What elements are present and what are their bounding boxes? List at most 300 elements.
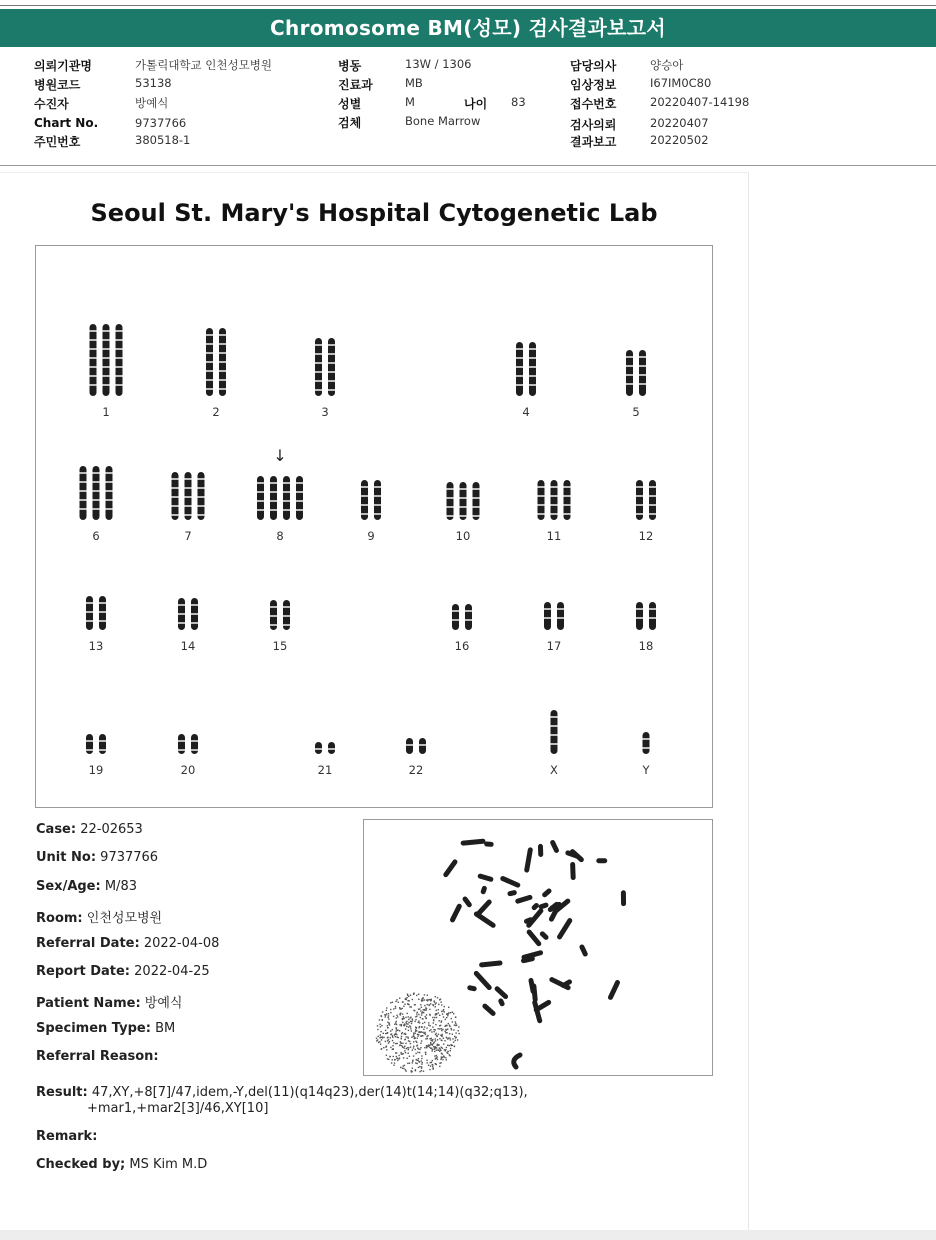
nucleus-speckle — [380, 1044, 381, 1045]
info-label-request-date: 검사의뢰 — [570, 118, 617, 132]
chromosome-band — [172, 496, 179, 498]
sex-age-row — [36, 879, 137, 894]
chromosome-band — [557, 617, 564, 619]
nucleus-speckle — [446, 1029, 447, 1030]
spread-chromosome — [479, 960, 503, 967]
chromosome-band — [419, 744, 426, 746]
nucleus-speckle — [455, 1037, 456, 1038]
spread-chromosome — [596, 858, 607, 863]
chromatid — [315, 338, 322, 396]
chromosome-band — [93, 508, 100, 510]
nucleus-speckle — [404, 1046, 405, 1047]
nucleus-speckle — [383, 1033, 384, 1034]
nucleus-speckle — [455, 1023, 456, 1024]
nucleus-speckle — [439, 1038, 440, 1039]
chromosome-band — [99, 620, 106, 622]
chromosome-band — [626, 383, 633, 385]
chromosome-band — [185, 487, 192, 489]
chromosome-band — [374, 513, 381, 515]
nucleus-speckle — [435, 1003, 436, 1004]
nucleus-speckle — [416, 995, 417, 996]
referral-reason-row — [36, 1049, 159, 1064]
chromosome-label-7: 7 — [184, 529, 192, 543]
nucleus-speckle — [430, 1042, 431, 1043]
info-label-institution: 의뢰기관명 — [34, 59, 92, 73]
nucleus-speckle — [392, 1040, 393, 1041]
chromosome-band — [198, 478, 205, 480]
nucleus-speckle — [421, 1066, 422, 1067]
result-line-1: 47,XY,+8[7]/47,idem,-Y,del(11)(q14q23),der(14)t(14;14)(q32;q13), — [91, 1085, 528, 1100]
chromosome-band — [270, 615, 277, 617]
nucleus-speckle — [418, 1058, 419, 1059]
nucleus-speckle — [433, 1029, 434, 1030]
nucleus-speckle — [404, 1047, 405, 1048]
chromosome-band — [374, 504, 381, 506]
chromosome-band — [257, 482, 264, 484]
nucleus-speckle — [446, 1017, 447, 1018]
nucleus-speckle — [438, 1034, 439, 1035]
result-block — [36, 1085, 528, 1116]
info-value-report-date: 20220502 — [650, 133, 709, 147]
nucleus-speckle — [398, 1037, 399, 1038]
nucleus-speckle — [450, 1012, 451, 1013]
nucleus-speckle — [448, 1012, 449, 1013]
nucleus-speckle — [435, 996, 436, 997]
nucleus-speckle — [404, 1050, 405, 1051]
chromosome-band — [116, 366, 123, 368]
nucleus-speckle — [403, 1016, 404, 1017]
chromosome-band — [544, 617, 551, 619]
chromosome-band — [516, 384, 523, 386]
chromosome-band — [447, 488, 454, 490]
nucleus-speckle — [394, 1059, 395, 1060]
chromosome-band — [551, 486, 558, 488]
nucleus-speckle — [419, 1061, 420, 1062]
nucleus-speckle — [424, 1032, 425, 1033]
chromatid — [516, 342, 523, 396]
chromosome-band — [516, 375, 523, 377]
nucleus-speckle — [429, 1069, 430, 1070]
nucleus-speckle — [415, 1053, 416, 1054]
chromosome-band — [185, 478, 192, 480]
info-label-department: 진료과 — [338, 78, 373, 92]
chromosome-band — [116, 330, 123, 332]
nucleus-speckle — [390, 1030, 391, 1031]
nucleus-speckle — [424, 1026, 425, 1027]
nucleus-speckle — [402, 1008, 403, 1009]
nucleus-speckle — [396, 1028, 397, 1029]
chromosome-band — [551, 513, 558, 515]
chromosome-band — [206, 361, 213, 363]
nucleus-speckle — [408, 1019, 409, 1020]
chromosome-band — [206, 388, 213, 390]
chromosome-band — [460, 497, 467, 499]
info-value-department: MB — [405, 76, 423, 90]
info-label-ward: 병동 — [338, 59, 362, 73]
chromosome-band — [649, 486, 656, 488]
chromosome-band — [315, 389, 322, 391]
remark-label: Remark: — [36, 1129, 98, 1144]
nucleus-speckle — [427, 1038, 428, 1039]
nucleus-speckle — [387, 1025, 388, 1026]
nucleus-speckle — [429, 1045, 430, 1046]
nucleus-speckle — [403, 1057, 404, 1058]
nucleus-speckle — [433, 1019, 434, 1020]
nucleus-speckle — [413, 1055, 414, 1056]
nucleus-speckle — [408, 1049, 409, 1050]
nucleus-speckle — [429, 1047, 430, 1048]
nucleus-speckle — [447, 1051, 448, 1052]
nucleus-speckle — [415, 1062, 416, 1063]
unit-no-value: 9737766 — [100, 850, 159, 865]
chromosome-band — [283, 624, 290, 626]
arrow-down-icon: ↓ — [273, 446, 287, 465]
chromosome-band — [172, 505, 179, 507]
chromatid — [636, 602, 643, 630]
chromosome-band — [626, 365, 633, 367]
nucleus-speckle — [433, 1046, 434, 1047]
nucleus-speckle — [440, 1025, 441, 1026]
chromosome-band — [328, 389, 335, 391]
info-value-ward: 13W / 1306 — [405, 57, 472, 71]
nucleus-speckle — [424, 994, 425, 995]
nucleus-speckle — [415, 1004, 416, 1005]
nucleus-speckle — [420, 1043, 421, 1044]
nucleus-speckle — [422, 1032, 423, 1033]
chromosome-band — [257, 491, 264, 493]
chromatid — [649, 602, 656, 630]
nucleus-speckle — [435, 1029, 436, 1030]
chromosome-band — [361, 504, 368, 506]
nucleus-speckle — [402, 1053, 403, 1054]
nucleus-speckle — [441, 1011, 442, 1012]
nucleus-speckle — [441, 1056, 442, 1057]
remark-row — [36, 1129, 97, 1144]
nucleus-speckle — [409, 1006, 410, 1007]
chromosome-band — [639, 374, 646, 376]
nucleus-speckle — [381, 1025, 382, 1026]
nucleus-speckle — [441, 1004, 442, 1005]
nucleus-speckle — [411, 1071, 412, 1072]
nucleus-speckle — [439, 999, 440, 1000]
nucleus-speckle — [448, 1007, 449, 1008]
chromosome-label-17: 17 — [546, 639, 562, 653]
nucleus-speckle — [406, 1048, 407, 1049]
nucleus-speckle — [402, 1022, 403, 1023]
nucleus-speckle — [425, 1034, 426, 1035]
chromosome-band — [178, 622, 185, 624]
nucleus-speckle — [390, 1056, 391, 1057]
chromosome-band — [206, 343, 213, 345]
chromosome-band — [93, 490, 100, 492]
nucleus-speckle — [417, 1060, 418, 1061]
chromosome-band — [80, 499, 87, 501]
nucleus-speckle — [405, 1043, 406, 1044]
nucleus-speckle — [396, 1056, 397, 1057]
chromosome-band — [516, 366, 523, 368]
chromosome-band — [315, 748, 322, 750]
nucleus-speckle — [418, 1022, 419, 1023]
nucleus-speckle — [428, 1022, 429, 1023]
nucleus-speckle — [388, 1039, 389, 1040]
nucleus-speckle — [443, 1038, 444, 1039]
nucleus-speckle — [392, 1059, 393, 1060]
nucleus-speckle — [386, 1049, 387, 1050]
chromosome-band — [103, 357, 110, 359]
nucleus-speckle — [426, 1014, 427, 1015]
spread-chromosome — [442, 858, 458, 878]
nucleus-speckle — [439, 1028, 440, 1029]
metaphase-spread-image — [364, 820, 712, 1075]
chromosome-band — [106, 499, 113, 501]
nucleus-speckle — [442, 1054, 443, 1055]
chromosome-label-X: X — [550, 763, 558, 777]
chromosome-band — [283, 509, 290, 511]
nucleus-speckle — [417, 1038, 418, 1039]
nucleus-speckle — [400, 1044, 401, 1045]
nucleus-speckle — [432, 1064, 433, 1065]
chromosome-label-10: 10 — [455, 529, 471, 543]
nucleus-speckle — [405, 1034, 406, 1035]
chromosome-band — [86, 740, 93, 742]
chromatid — [473, 482, 480, 520]
nucleus-speckle — [409, 1063, 410, 1064]
chromosome-label-12: 12 — [638, 529, 654, 543]
nucleus-speckle — [421, 1058, 422, 1059]
chromosome-12 — [636, 480, 656, 520]
nucleus-speckle — [442, 1013, 443, 1014]
nucleus-speckle — [393, 1042, 394, 1043]
nucleus-speckle — [427, 995, 428, 996]
nucleus-speckle — [449, 1045, 450, 1046]
nucleus-speckle — [390, 1002, 391, 1003]
nucleus-speckle — [416, 1013, 417, 1014]
case-row — [36, 822, 143, 837]
chromatid — [93, 466, 100, 520]
nucleus-speckle — [395, 1008, 396, 1009]
nucleus-speckle — [399, 1007, 400, 1008]
info-value-age: 83 — [511, 95, 526, 109]
nucleus-speckle — [455, 1032, 456, 1033]
report-page — [0, 172, 749, 1233]
nucleus-speckle — [444, 1006, 445, 1007]
nucleus-speckle — [406, 997, 407, 998]
chromosome-21 — [315, 742, 335, 754]
spread-chromosome — [539, 930, 550, 941]
spread-chromosome — [500, 875, 522, 888]
nucleus-speckle — [379, 1019, 380, 1020]
nucleus-speckle — [398, 1055, 399, 1056]
nucleus-speckle — [422, 1018, 423, 1019]
nucleus-speckle — [377, 1039, 378, 1040]
nucleus-speckle — [436, 1010, 437, 1011]
nucleus-speckle — [407, 1047, 408, 1048]
chromosome-band — [80, 508, 87, 510]
nucleus-speckle — [401, 1025, 402, 1026]
chromosome-band — [93, 472, 100, 474]
top-border-line — [0, 5, 936, 6]
nucleus-speckle — [394, 1024, 395, 1025]
chromosome-band — [257, 500, 264, 502]
chromosome-band — [649, 617, 656, 619]
chromosome-band — [185, 505, 192, 507]
nucleus-speckle — [395, 1001, 396, 1002]
nucleus-speckle — [423, 1009, 424, 1010]
info-value-clinical: I67IM0C80 — [650, 76, 712, 90]
nucleus-speckle — [450, 1044, 451, 1045]
chromosome-band — [328, 362, 335, 364]
nucleus-speckle — [450, 1039, 451, 1040]
spread-chromosome — [524, 847, 533, 873]
chromosome-band — [103, 375, 110, 377]
chromosome-band — [643, 738, 650, 740]
nucleus-speckle — [419, 1031, 420, 1032]
chromosome-band — [544, 608, 551, 610]
chromosome-band — [116, 357, 123, 359]
nucleus-speckle — [421, 1031, 422, 1032]
chromosome-band — [473, 515, 480, 517]
nucleus-speckle — [430, 1062, 431, 1063]
nucleus-speckle — [397, 1058, 398, 1059]
nucleus-speckle — [419, 1052, 420, 1053]
nucleus-speckle — [412, 1062, 413, 1063]
nucleus-speckle — [426, 1028, 427, 1029]
specimen-type-row — [36, 1021, 175, 1036]
nucleus-speckle — [437, 1036, 438, 1037]
nucleus-speckle — [448, 1023, 449, 1024]
nucleus-speckle — [405, 1052, 406, 1053]
nucleus-speckle — [445, 1032, 446, 1033]
nucleus-speckle — [429, 1025, 430, 1026]
report-date-row — [36, 964, 210, 979]
nucleus-speckle — [386, 1010, 387, 1011]
nucleus-speckle — [413, 1041, 414, 1042]
nucleus-speckle — [441, 1040, 442, 1041]
nucleus-speckle — [452, 1045, 453, 1046]
chromosome-band — [86, 602, 93, 604]
nucleus-speckle — [436, 1017, 437, 1018]
chromosome-band — [86, 620, 93, 622]
chromosome-band — [447, 497, 454, 499]
nucleus-speckle — [441, 1035, 442, 1036]
nucleus-speckle — [458, 1026, 459, 1027]
chromosome-band — [185, 496, 192, 498]
chromosome-band — [80, 472, 87, 474]
chromosome-band — [99, 749, 106, 751]
nucleus-speckle — [439, 1020, 440, 1021]
nucleus-speckle — [428, 1044, 429, 1045]
nucleus-speckle — [405, 1028, 406, 1029]
info-label-chart-no: Chart No. — [34, 116, 99, 130]
nucleus-speckle — [419, 1022, 420, 1023]
nucleus-speckle — [421, 1070, 422, 1071]
chromosome-band — [103, 330, 110, 332]
chromosome-7 — [172, 472, 205, 520]
nucleus-speckle — [444, 1056, 445, 1057]
spread-chromosome — [475, 899, 492, 917]
info-label-doctor: 담당의사 — [570, 59, 617, 73]
chromosome-band — [116, 384, 123, 386]
chromosome-X — [551, 710, 558, 754]
chromosome-band — [99, 740, 106, 742]
nucleus-speckle — [437, 1044, 438, 1045]
chromosome-band — [178, 740, 185, 742]
chromosome-band — [473, 506, 480, 508]
nucleus-speckle — [430, 1065, 431, 1066]
nucleus-speckle — [445, 1049, 446, 1050]
chromosome-band — [460, 488, 467, 490]
nucleus-speckle — [441, 1034, 442, 1035]
nucleus-speckle — [402, 1001, 403, 1002]
nucleus-speckle — [413, 1047, 414, 1048]
chromosome-11 — [538, 480, 571, 520]
nucleus-speckle — [385, 1033, 386, 1034]
chromatid — [80, 466, 87, 520]
chromosome-band — [198, 487, 205, 489]
nucleus-speckle — [403, 1065, 404, 1066]
chromosome-band — [257, 509, 264, 511]
nucleus-speckle — [403, 1018, 404, 1019]
chromosome-band — [219, 388, 226, 390]
nucleus-speckle — [436, 1057, 437, 1058]
nucleus-speckle — [438, 1028, 439, 1029]
nucleus-speckle — [409, 1056, 410, 1057]
nucleus-speckle — [407, 1058, 408, 1059]
spread-chromosome — [515, 894, 533, 904]
nucleus-speckle — [449, 1055, 450, 1056]
nucleus-speckle — [439, 1051, 440, 1052]
spread-chromosome — [541, 887, 552, 898]
nucleus-speckle — [391, 1062, 392, 1063]
nucleus-speckle — [415, 1019, 416, 1020]
chromosome-band — [473, 497, 480, 499]
nucleus-speckle — [446, 1059, 447, 1060]
nucleus-speckle — [418, 1009, 419, 1010]
nucleus-speckle — [422, 1000, 423, 1001]
nucleus-speckle — [395, 1006, 396, 1007]
nucleus-speckle — [383, 1037, 384, 1038]
chromosome-band — [270, 624, 277, 626]
chromosome-band — [296, 491, 303, 493]
nucleus-speckle — [432, 1050, 433, 1051]
chromosome-label-22: 22 — [408, 763, 424, 777]
nucleus-speckle — [385, 1047, 386, 1048]
nucleus-speckle — [402, 1043, 403, 1044]
nucleus-speckle — [434, 1055, 435, 1056]
nucleus-speckle — [403, 1068, 404, 1069]
chromosome-band — [516, 348, 523, 350]
chromosome-band — [551, 495, 558, 497]
chromosome-band — [452, 619, 459, 621]
nucleus-speckle — [410, 1046, 411, 1047]
nucleus-speckle — [407, 1003, 408, 1004]
chromosome-band — [219, 379, 226, 381]
nucleus-speckle — [436, 1055, 437, 1056]
case-label: Case: — [36, 822, 77, 837]
chromosome-band — [636, 608, 643, 610]
nucleus-speckle — [411, 1037, 412, 1038]
nucleus-speckle — [404, 1025, 405, 1026]
nucleus-speckle — [406, 1026, 407, 1027]
chromosome-band — [90, 339, 97, 341]
nucleus-speckle — [385, 1016, 386, 1017]
chromosome-3 — [315, 338, 335, 396]
spread-chromosome — [621, 890, 626, 906]
nucleus-speckle — [459, 1033, 460, 1034]
info-value-chart-no: 9737766 — [135, 116, 187, 130]
nucleus-speckle — [415, 1016, 416, 1017]
nucleus-speckle — [430, 1029, 431, 1030]
